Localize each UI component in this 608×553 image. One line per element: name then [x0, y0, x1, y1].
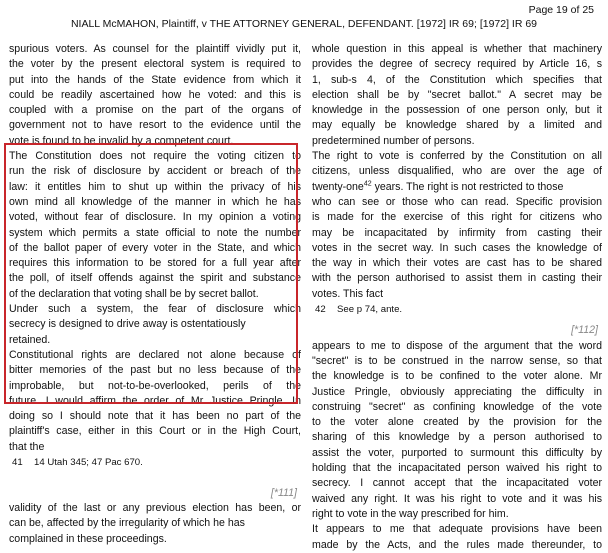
- text-line: the knowledge is to be confined to the voter alone. Mr: [312, 370, 602, 383]
- text-line: future. I would affirm the order of Mr Justice Pringle. In: [9, 394, 301, 407]
- text-line: [312, 180, 602, 195]
- text-fragment: twenty-one: [312, 180, 364, 193]
- highlighted-paragraph: [9, 149, 301, 348]
- text-line: secrecy. I cannot accept that the incapacitated voter: [312, 477, 602, 490]
- text-line: to the voter alone created by the provision for the: [312, 416, 602, 429]
- right-column: [312, 42, 602, 553]
- paragraph: [9, 409, 301, 455]
- text-line: "secret" is to be construed in the narrow sense, so that: [312, 354, 602, 367]
- text-line: Constitutional rights are declared not alone because of: [9, 348, 301, 361]
- text-line: who can see or those who can read. Specific provision: [312, 195, 602, 208]
- text-line: the poll, of itself offends against the spirit and substance: [9, 272, 301, 285]
- text-line: complained in these proceedings.: [9, 532, 167, 545]
- text-line: whole question in this appeal is whether that machinery: [312, 43, 602, 55]
- text-line: The right to vote is conferred by the Constitution on all: [312, 150, 602, 163]
- text-line: secrecy is designed to drive away is ostentatiously: [9, 318, 246, 331]
- text-line: holding that the incapacitated person waived his right to: [312, 462, 602, 475]
- text-line: The Constitution does not require the voting citizen to: [9, 150, 301, 163]
- text-line: construing "secret" as confining knowledge of the vote: [312, 400, 602, 413]
- text-line: the way in which their votes are cast has to be shared: [312, 257, 602, 270]
- text-line: votes in the secret way. In such cases the knowledge of: [312, 241, 602, 254]
- text-line: own mind all knowledge of the manner in which he has: [9, 195, 301, 208]
- text-line: It appears to me that adequate provisions have been: [312, 523, 602, 536]
- text-line: provides the degree of secrecy required by Article 16, s: [312, 58, 602, 71]
- text-line: improbable, but not-to-be-overlooked, perils of the: [9, 379, 301, 392]
- footnote-reference: 42: [363, 180, 372, 188]
- footnote-number: 42: [315, 304, 326, 316]
- text-line: citizens, unless disqualified, who are over the age of: [312, 165, 602, 178]
- highlighted-paragraph: [9, 348, 301, 409]
- text-line: that the: [9, 440, 45, 453]
- text-line: the voter by the present electoral system is required to: [9, 58, 301, 71]
- page-marker: [*112]: [571, 324, 598, 337]
- text-line: assist the voter, purported to surmount this difficulty by: [312, 446, 602, 459]
- text-line: of the ballot paper of every voter in the State, and which: [9, 241, 301, 254]
- paragraph: [312, 522, 602, 553]
- text-line: made by the Acts, and the rules made thereunder, to: [312, 538, 602, 551]
- footnote: [9, 455, 301, 470]
- text-line: plaintiff's case, either in this Court or in the High Court,: [9, 425, 301, 438]
- text-line: bitter memories of the past but no less because of the: [9, 364, 301, 377]
- page-number: Page 19 of 25: [528, 4, 594, 16]
- text-line: Justice Pringle, obviously appreciating the difficulty in: [312, 385, 602, 398]
- text-line: run the risk of disclosure by accident or breach of the: [9, 165, 301, 178]
- footnote-text: 14 Utah 345; 47 Pac 670.: [34, 457, 143, 469]
- page-marker: [*111]: [270, 486, 297, 499]
- text-line: coupled with a promise on the part of the organs of: [9, 104, 301, 117]
- text-line: of the declaration that voting shall be by secret ballot.: [9, 287, 259, 300]
- text-line: law: it entitles him to shut up within the privacy of his: [9, 180, 301, 193]
- text-line: predetermined number of persons.: [312, 134, 475, 147]
- text-line: 1, sub-s 4, of the Constitution which specifies that: [312, 73, 602, 86]
- text-line: may equally be knowledge shared by a limited and: [312, 119, 602, 132]
- text-line: votes. This fact: [312, 287, 384, 300]
- text-line: system which permits a state official to note the number: [9, 226, 301, 239]
- text-line: vote is found to be invalid by a competent court.: [9, 134, 234, 147]
- text-line: knowledge in the possession of one person only, but it: [312, 104, 602, 117]
- text-line: spurious voters. As counsel for the plaintiff vividly put it,: [9, 43, 301, 55]
- paragraph: [312, 149, 602, 302]
- paragraph: [9, 501, 301, 547]
- case-header: NIALL McMAHON, Plaintiff, v THE ATTORNEY GENERAL, DEFENDANT. [1972] IR 69; [1972] IR 69: [70, 18, 538, 30]
- text-line: with the person authorised to assist them in casting their: [312, 272, 602, 285]
- paragraph: [9, 42, 301, 149]
- text-line: is made for the exercise of this right for citizens who: [312, 211, 602, 224]
- text-line: put into the hands of the State evidence from which it: [9, 73, 301, 86]
- text-line: requires this information to be stored for a full year after: [9, 257, 301, 270]
- text-line: retained.: [9, 333, 51, 346]
- text-line: election shall be by "secret ballot." A secret may be: [312, 88, 602, 101]
- text-line: appears to me to dispose of the argument that the word: [312, 339, 602, 352]
- footnote: [312, 302, 602, 317]
- text-fragment: years. The right is not restricted to those: [371, 180, 564, 193]
- text-line: doing so I should note that it has been no part of the: [9, 410, 301, 423]
- paragraph: [312, 42, 602, 149]
- text-line: can be, affected by the irregularity of which he has: [9, 517, 245, 530]
- paragraph: [312, 339, 602, 523]
- left-column: [9, 42, 301, 547]
- text-line: voted, without fear of disclosure. In my opinion a voting: [9, 211, 301, 224]
- text-line: could be readily ascertained how he voted: and this is: [9, 88, 301, 101]
- text-line: government not to have resort to the evidence until the: [9, 119, 301, 132]
- text-line: waived any right. It was his right to vote and it was his: [312, 492, 602, 505]
- footnote-number: 41: [12, 457, 23, 469]
- text-line: Under such a system, the fear of disclosure which: [9, 303, 301, 316]
- text-line: may be incapacitated by infirmity from casting their: [312, 226, 602, 239]
- text-line: validity of the last or any previous election has been, or: [9, 501, 301, 514]
- footnote-text: See p 74, ante.: [337, 304, 403, 316]
- text-line: sharing of this knowledge by a person authorised to: [312, 431, 602, 444]
- text-line: right to vote in the way prescribed for him.: [312, 507, 509, 520]
